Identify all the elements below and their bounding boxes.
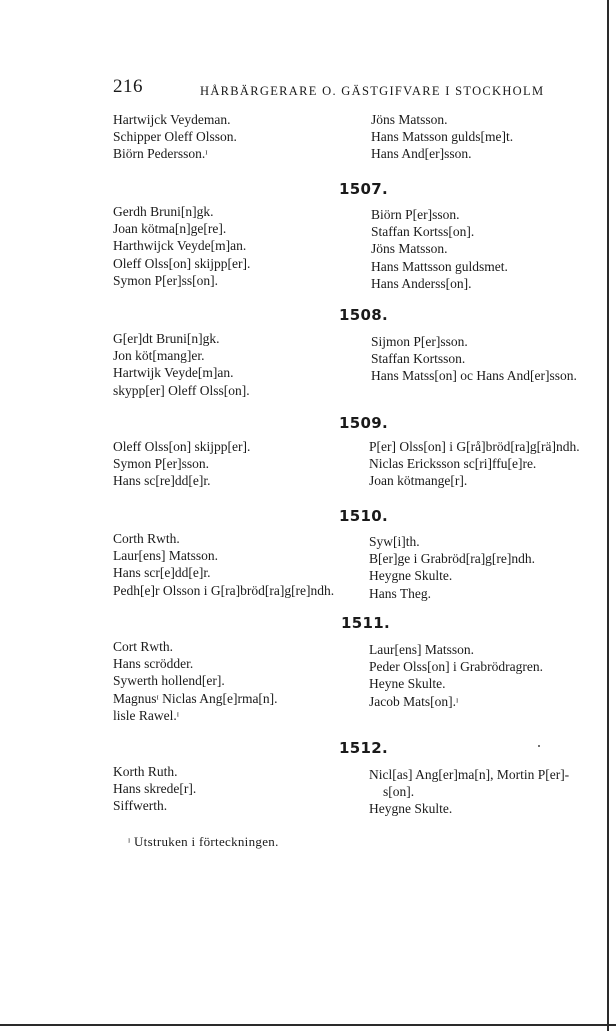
list-item: Hans skrede[r].: [113, 781, 197, 797]
list-item: Joan kötmange[r].: [369, 473, 468, 489]
list-item: Heygne Skulte.: [369, 801, 453, 817]
list-item: B[er]ge i Grabröd[ra]g[re]ndh.: [369, 551, 536, 567]
list-item: Peder Olss[on] i Grabrödragren.: [369, 659, 543, 675]
ink-speck: [538, 745, 540, 747]
scan-edge-right: [607, 0, 609, 1031]
list-item: Hartwijk Veyde[m]an.: [113, 365, 234, 381]
list-item: Jacob Mats[on].ᶦ: [369, 693, 459, 709]
left-list-1511: [113, 638, 278, 724]
year-heading-1507: 1507.: [339, 180, 388, 198]
list-item: Magnusᶦ Niclas Ang[e]rma[n].: [113, 690, 278, 706]
list-item: Hans Matsson gulds[me]t.: [371, 129, 514, 145]
list-item: Hans Anderss[on].: [371, 275, 472, 291]
list-item: Schipper Oleff Olsson.: [113, 129, 237, 145]
list-item: Heyne Skulte.: [369, 676, 446, 692]
year-heading-1509: 1509.: [339, 414, 388, 432]
list-item: Hans Mattsson guldsmet.: [371, 258, 508, 274]
right-list-1509: [369, 438, 580, 490]
left-list-1507: [113, 203, 250, 289]
right-list-1511: [369, 641, 543, 710]
list-item: Symon P[er]sson.: [113, 456, 210, 472]
running-head: HÅRBÄRGERARE O. GÄSTGIFVARE I STOCKHOLM: [200, 84, 545, 98]
list-item: Hans And[er]sson.: [371, 146, 472, 162]
top-left-list: [113, 111, 237, 163]
list-item: Gerdh Bruni[n]gk.: [113, 204, 214, 219]
scan-edge-bottom: [0, 1024, 616, 1026]
list-item: Laur[ens] Matsson.: [113, 548, 218, 564]
right-list-1507: [371, 206, 508, 292]
list-item: Hartwijck Veydeman.: [113, 112, 231, 127]
list-item: Korth Ruth.: [113, 764, 178, 779]
list-item-continuation: s[on].: [383, 784, 415, 800]
year-heading-1512: 1512.: [339, 739, 388, 757]
left-list-1510: [113, 530, 334, 599]
right-list-1510: [369, 533, 535, 602]
list-item: Laur[ens] Matsson.: [369, 642, 474, 657]
footnote: ᶦ Utstruken i förteckningen.: [128, 834, 279, 849]
list-item: Biörn P[er]sson.: [371, 207, 460, 222]
left-list-1508: [113, 330, 250, 399]
list-item: Hans Theg.: [369, 585, 431, 601]
list-item: Niclas Ericksson sc[ri]ffu[e]re.: [369, 456, 537, 472]
left-list-1509: [113, 438, 250, 490]
list-item: Hans scrödder.: [113, 656, 194, 672]
list-item: lisle Rawel.ᶦ: [113, 707, 179, 723]
list-item: Sijmon P[er]sson.: [371, 334, 468, 349]
list-item: Oleff Olss[on] skijpp[er].: [113, 439, 251, 454]
page-number: 216: [113, 76, 143, 97]
list-item: G[er]dt Bruni[n]gk.: [113, 331, 220, 346]
year-heading-1508: 1508.: [339, 306, 388, 324]
list-item: skypp[er] Oleff Olss[on].: [113, 382, 250, 398]
list-item: Staffan Kortsson.: [371, 351, 466, 367]
list-item: Jöns Matsson.: [371, 112, 448, 127]
list-item: Symon P[er]ss[on].: [113, 272, 218, 288]
list-item: Syw[i]th.: [369, 534, 420, 549]
list-item: Jon köt[mang]er.: [113, 348, 205, 364]
list-item: Hans sc[re]dd[e]r.: [113, 473, 211, 489]
year-heading-1510: 1510.: [339, 507, 388, 525]
list-item: Hans scr[e]dd[e]r.: [113, 565, 211, 581]
list-item: P[er] Olss[on] i G[rå]bröd[ra]g[rä]ndh.: [369, 439, 580, 454]
left-list-1512: [113, 763, 196, 815]
right-list-1512: [369, 766, 569, 818]
top-right-list: [371, 111, 513, 163]
list-item: Corth Rwth.: [113, 531, 180, 546]
list-item: Staffan Kortss[on].: [371, 224, 475, 240]
list-item: Cort Rwth.: [113, 639, 174, 654]
list-item: Biörn Pedersson.ᶦ: [113, 146, 208, 162]
list-item: Hans Matss[on] oc Hans And[er]sson.: [371, 368, 577, 384]
list-item: Harthwijck Veyde[m]an.: [113, 238, 247, 254]
list-item: Nicl[as] Ang[er]ma[n], Mortin P[er]-: [369, 767, 570, 782]
list-item: Jöns Matsson.: [371, 241, 448, 257]
list-item: Sywerth hollend[er].: [113, 673, 225, 689]
right-list-1508: [371, 333, 577, 385]
list-item: Heygne Skulte.: [369, 568, 453, 584]
list-item: Oleff Olss[on] skijpp[er].: [113, 255, 251, 271]
list-item: Pedh[e]r Olsson i G[ra]bröd[ra]g[re]ndh.: [113, 582, 335, 598]
year-heading-1511: 1511.: [341, 614, 390, 632]
list-item: Siffwerth.: [113, 798, 168, 814]
list-item: Joan kötma[n]ge[re].: [113, 221, 227, 237]
